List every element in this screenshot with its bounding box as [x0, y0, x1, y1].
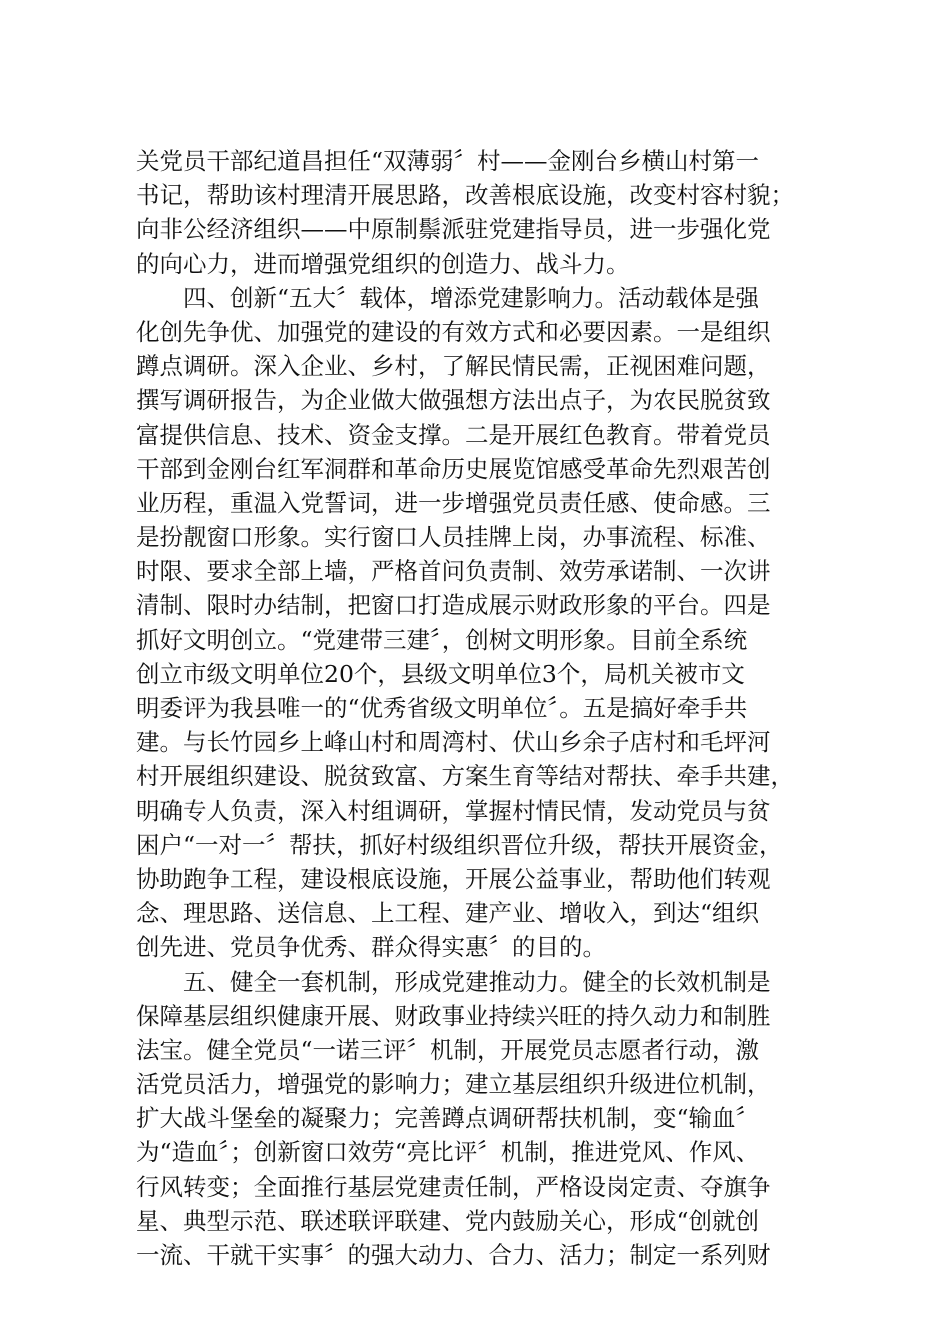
text-line: 的向心力，进而增强党组织的创造力、战斗力。	[136, 249, 630, 278]
text-line: 扩大战斗堡垒的凝聚力；完善蹲点调研帮扶机制，变“输血〞	[136, 1104, 760, 1133]
text-line: 富提供信息、技术、资金支撑。二是开展红色教育。带着党员	[136, 420, 771, 449]
text-line: 业历程，重温入党誓词，进一步增强党员责任感、使命感。三	[136, 488, 771, 517]
text-line: 蹲点调研。深入企业、乡村，了解民情民需，正视困难问题，	[136, 352, 771, 381]
document-body	[136, 144, 836, 1272]
text-line: 村开展组织建设、脱贫致富、方案生育等结对帮扶、牵手共建，	[136, 762, 794, 791]
text-line: 困户“一对一〞帮扶，抓好村级组织晋位升级，帮扶开展资金，	[136, 830, 783, 859]
paragraph-first-line: 五、健全一套机制，形成党建推动力。健全的长效机制是	[183, 967, 771, 996]
text-line: 协助跑争工程，建设根底设施，开展公益事业，帮助他们转观	[136, 864, 771, 893]
text-line: 时限、要求全部上墙，严格首问负责制、效劳承诺制、一次讲	[136, 557, 771, 586]
text-line: 创立市级文明单位20个，县级文明单位3个，局机关被市文	[136, 659, 745, 688]
text-line: 念、理思路、送信息、上工程、建产业、增收入，到达“组织	[136, 899, 760, 928]
text-line: 向非公经济组织——中原制鬃派驻党建指导员，进一步强化党	[136, 215, 771, 244]
text-line: 撰写调研报告，为企业做大做强想方法出点子，为农民脱贫致	[136, 386, 771, 415]
text-line: 抓好文明创立。“党建带三建〞，创树文明形象。目前全系统	[136, 625, 748, 654]
text-line: 法宝。健全党员“一诺三评〞机制，开展党员志愿者行动，激	[136, 1035, 760, 1064]
text-line: 干部到金刚台红军洞群和革命历史展览馆感受革命先烈艰苦创	[136, 454, 771, 483]
text-line: 化创先争优、加强党的建设的有效方式和必要因素。一是组织	[136, 317, 771, 346]
text-line: 关党员干部纪道昌担任“双薄弱〞村——金刚台乡横山村第一	[136, 147, 760, 175]
text-line: 行风转变；全面推行基层党建责任制，严格设岗定责、夺旗争	[136, 1172, 771, 1201]
text-line: 星、典型示范、联述联评联建、党内鼓励关心，形成“创就创	[136, 1206, 760, 1235]
text-line: 是扮靓窗口形象。实行窗口人员挂牌上岗，办事流程、标准、	[136, 523, 771, 552]
text-line: 创先进、党员争优秀、群众得实惠〞的目的。	[136, 933, 606, 962]
text-line: 建。与长竹园乡上峰山村和周湾村、伏山乡余子店村和毛坪河	[136, 728, 771, 757]
text-line: 清制、限时办结制，把窗口打造成展示财政形象的平台。四是	[136, 591, 771, 620]
text-line: 一流、干就干实事〞的强大动力、合力、活力；制定一系列财	[136, 1241, 771, 1269]
paragraph-first-line: 四、创新“五大〞载体，增添党建影响力。活动载体是强	[183, 283, 760, 312]
text-line: 明确专人负责，深入村组调研，掌握村情民情，发动党员与贫	[136, 796, 771, 825]
text-line: 保障基层组织健康开展、财政事业持续兴旺的持久动力和制胜	[136, 1001, 771, 1030]
text-line: 明委评为我县唯一的“优秀省级文明单位〞。五是搞好牵手共	[136, 694, 748, 722]
text-line: 书记，帮助该村理清开展思路，改善根底设施，改变村容村貌；	[136, 181, 794, 210]
text-line: 为“造血〞；创新窗口效劳“亮比评〞机制，推进党风、作风、	[136, 1138, 760, 1167]
text-line: 活党员活力，增强党的影响力；建立基层组织升级进位机制，	[136, 1070, 771, 1099]
